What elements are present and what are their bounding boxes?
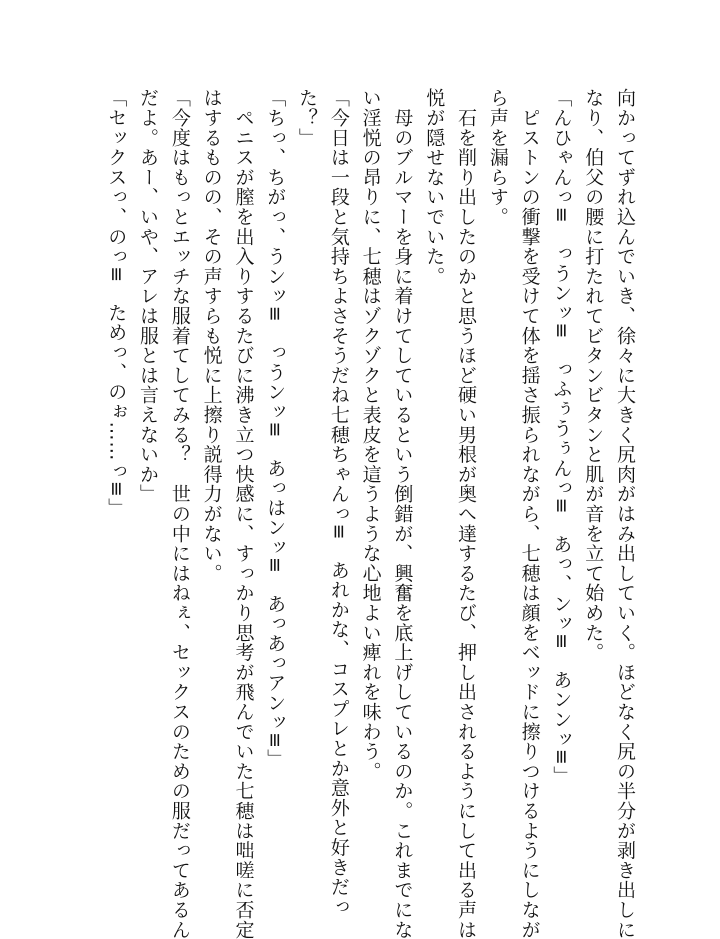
text-line: だよ。あー、いや、アレは服とは言えないか」: [137, 88, 160, 504]
text-line: 「今度はもっとエッチな服着てしてみる？ 世の中にはねぇ、セックスのための服だってあるん: [168, 88, 191, 939]
text-line: なり、伯父の腰に打たれてビタンビタンと肌が音を立て始めた。: [582, 88, 605, 663]
text-line: い淫悦の昂りに、七穂はゾクゾクと表皮を這うような心地よい痺れを味わう。: [359, 88, 382, 781]
text-line: 母のブルマーを身に着けてしているという倒錯が、興奮を底上げしているのか。これまでにな: [391, 88, 414, 939]
text-line: 悦が隠せないでいた。: [423, 88, 446, 286]
text-line: ピストンの衝撃を受けて体を揺さ振られながら、七穂は顔をベッドに擦りつけるようにしなが: [518, 88, 541, 939]
text-line: ペニスが膣を出入りするたびに沸き立つ快感に、すっかり思考が飛んでいた七穂は咄嗟に否定: [232, 88, 255, 939]
text-line: 「んひゃんっ≡ っうンッ≡ っふぅうぅんっ≡ あっ、ンッ≡ あンンッ≡」: [550, 88, 573, 786]
text-line: 「セックスっ、のっ≡ ためっ、のぉ……っ≡」: [105, 88, 128, 518]
text-line: 「今日は一段と気持ちよさそうだね七穂ちゃんっ≡ あれかな、コスプレとか意外と好きだっ: [327, 88, 350, 917]
text-line: ら声を漏らす。: [486, 88, 509, 227]
text-line: はするものの、その声すらも悦に上擦り説得力がない。: [200, 88, 223, 583]
text-line: た？」: [296, 88, 319, 148]
vertical-text-body: [60, 88, 640, 939]
text-line: 向かってずれ込んでいき、徐々に大きく尻肉がはみ出していく。ほどなく尻の半分が剥き出しに: [614, 88, 636, 939]
text-line: 「ちっ、ちがっ、うンッ≡ っうンッ≡ あっはンッ≡ あっあっアンッ≡」: [264, 88, 287, 769]
text-line: 石を削り出したのかと思うほど硬い男根が奥へ達するたび、押し出されるようにして出る声は: [455, 88, 478, 939]
